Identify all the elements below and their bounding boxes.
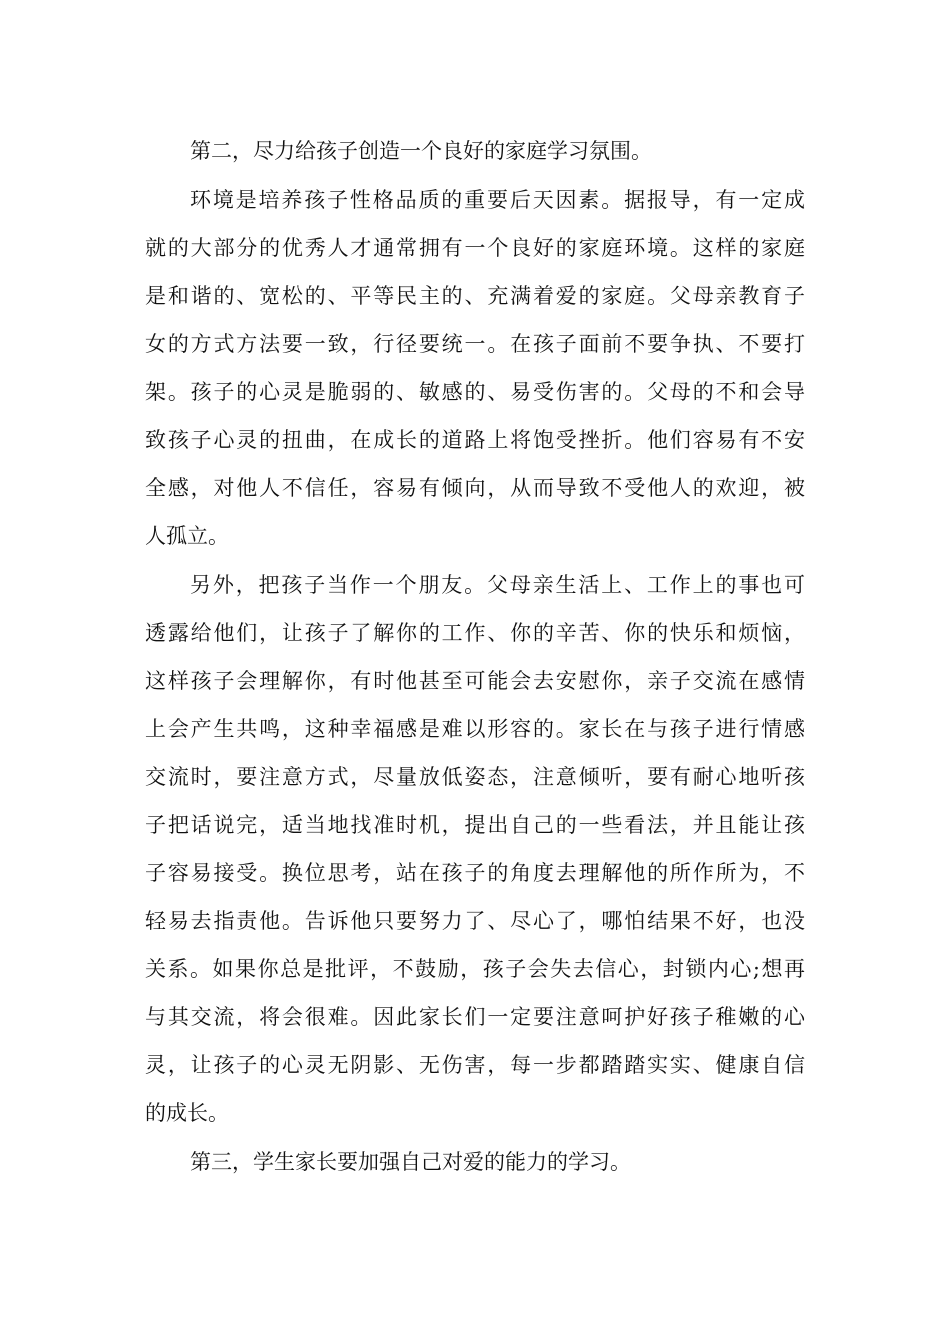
section-heading-3: 第三，学生家长要加强自己对爱的能力的学习。 xyxy=(190,1150,631,1174)
paragraph-line: 另外，把孩子当作一个朋友。父母亲生活上、工作上的事也可 xyxy=(190,573,805,597)
paragraph-line: 子容易接受。换位思考，站在孩子的角度去理解他的所作所为，不 xyxy=(145,861,805,885)
paragraph-line: 全感，对他人不信任，容易有倾向，从而导致不受他人的欢迎，被 xyxy=(145,476,805,500)
paragraph-line: 是和谐的、宽松的、平等民主的、充满着爱的家庭。父母亲教育子 xyxy=(145,284,805,308)
paragraph-line: 透露给他们，让孩子了解你的工作、你的辛苦、你的快乐和烦恼， xyxy=(145,621,805,645)
paragraph-line: 人孤立。 xyxy=(145,524,229,548)
section-heading-2: 第二，尽力给孩子创造一个良好的家庭学习氛围。 xyxy=(190,139,652,163)
paragraph-line: 环境是培养孩子性格品质的重要后天因素。据报导，有一定成 xyxy=(190,188,805,212)
paragraph-line: 致孩子心灵的扭曲，在成长的道路上将饱受挫折。他们容易有不安 xyxy=(145,428,805,452)
paragraph-line: 上会产生共鸣，这种幸福感是难以形容的。家长在与孩子进行情感 xyxy=(145,717,805,741)
paragraph-line: 交流时，要注意方式，尽量放低姿态，注意倾听，要有耐心地听孩 xyxy=(145,765,805,789)
paragraph-line: 灵，让孩子的心灵无阴影、无伤害，每一步都踏踏实实、健康自信 xyxy=(145,1053,805,1077)
paragraph-line: 架。孩子的心灵是脆弱的、敏感的、易受伤害的。父母的不和会导 xyxy=(145,380,805,404)
paragraph-line: 子把话说完，适当地找准时机，提出自己的一些看法，并且能让孩 xyxy=(145,813,805,837)
paragraph-line: 关系。如果你总是批评，不鼓励，孩子会失去信心，封锁内心;想再 xyxy=(145,957,805,981)
paragraph-line: 的成长。 xyxy=(145,1101,229,1125)
paragraph-line: 轻易去指责他。告诉他只要努力了、尽心了，哪怕结果不好，也没 xyxy=(145,909,805,933)
paragraph-line: 就的大部分的优秀人才通常拥有一个良好的家庭环境。这样的家庭 xyxy=(145,236,805,260)
paragraph-line: 与其交流，将会很难。因此家长们一定要注意呵护好孩子稚嫩的心 xyxy=(145,1005,805,1029)
paragraph-line: 女的方式方法要一致，行径要统一。在孩子面前不要争执、不要打 xyxy=(145,332,805,356)
paragraph-line: 这样孩子会理解你，有时他甚至可能会去安慰你，亲子交流在感情 xyxy=(145,669,805,693)
